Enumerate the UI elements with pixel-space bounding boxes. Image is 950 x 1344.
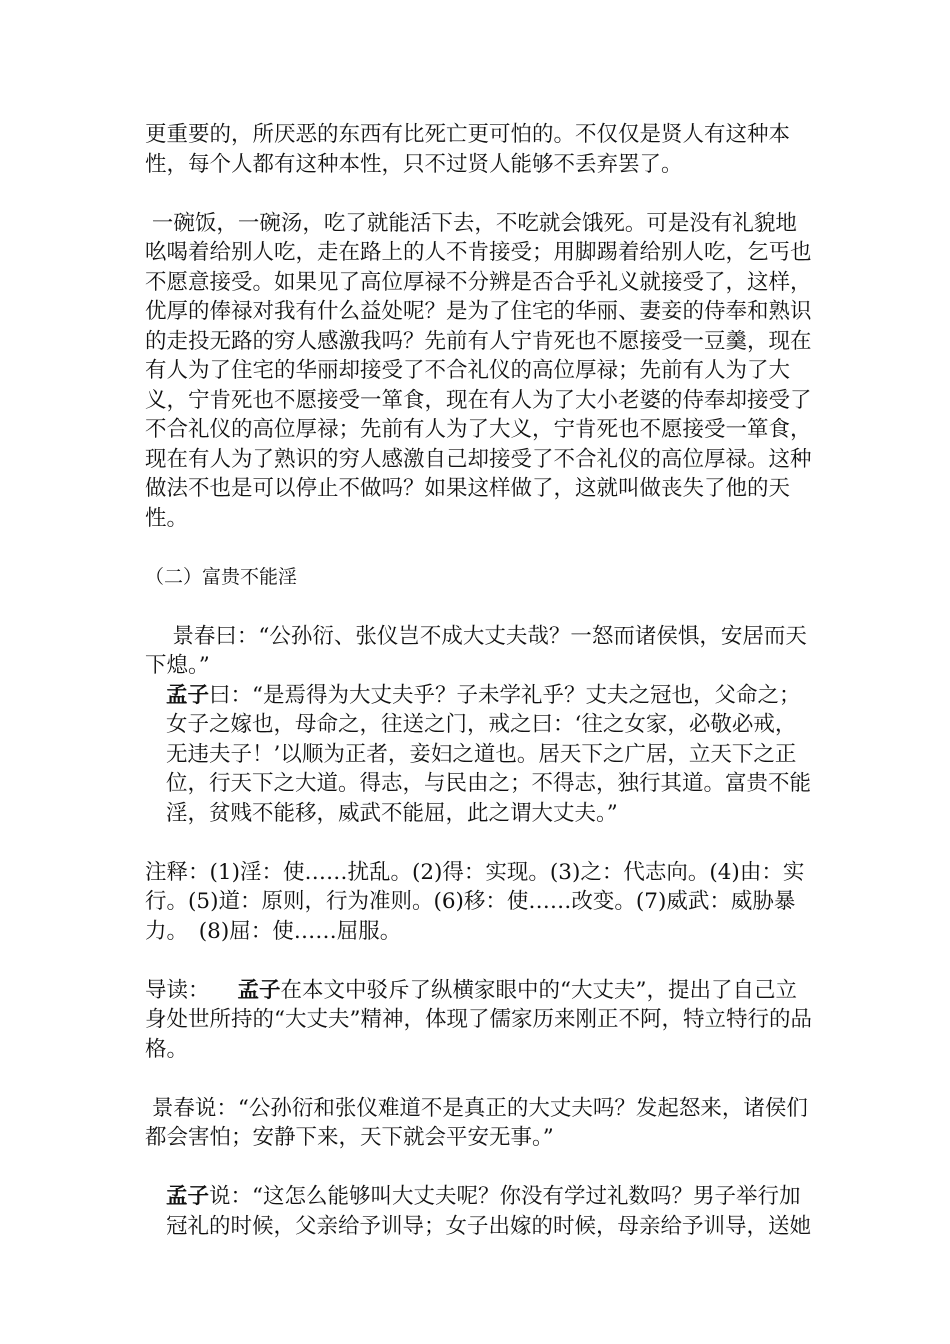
speaker-name: 孟子 (166, 682, 210, 708)
paragraph-2: 一碗饭，一碗汤，吃了就能活下去，不吃就会饿死。可是没有礼貌地吆喝着给别人吃，走在路上的人不肯接受；用脚踢着给别人吃，乞丐也不愿意接受。如果见了高位厚禄不分辨是否合乎礼义就接受了，这样，优厚的俸禄对我有什么益处呢？是为了住宅的华丽、妻妾的侍奉和熟识的走投无路的穷人感激我吗？先前有人宁肯死也不愿接受一豆羹，现在有人为了住宅的华丽却接受了不合礼仪的高位厚禄；先前有人为了大义，宁肯死也不愿接受一箪食，现在有人为了大小老婆的侍奉却接受了不合礼仪的高位厚禄；先前有人为了大义，宁肯死也不愿接受一箪食，现在有人为了熟识的穷人感激自己却接受了不合礼仪的高位厚禄。这种做法不也是可以停止不做吗？如果这样做了，这就叫做丧失了他的天性。 (145, 210, 812, 531)
guide-label: 导读： (145, 977, 210, 1003)
speaker-name-2: 孟子 (166, 1184, 210, 1209)
guide-speaker-name: 孟子 (237, 977, 281, 1003)
section-heading: （二）富贵不能淫 (145, 565, 298, 588)
paragraph-1: 更重要的，所厌恶的东西有比死亡更可怕的。不仅仅是贤人有这种本性，每个人都有这种本性，只不过贤人能够不丢弃罢了。 (145, 122, 791, 177)
guide-paragraph (145, 976, 815, 1065)
paragraph-3: 景春曰：“公孙衍、张仪岂不成大丈夫哉？一怒而诸侯惧，安居而天下熄。” (145, 623, 807, 678)
paragraph-6-text: 说：“这怎么能够叫大丈夫呢？你没有学过礼数吗？男子举行加冠礼的时候，父亲给予训导；女子出嫁的时候，母亲给予训导，送她 (166, 1184, 812, 1239)
paragraph-4-text: 曰：“是焉得为大丈夫乎？子未学礼乎？丈夫之冠也，父命之；女子之嫁也，母命之，往送之门，戒之曰：‘往之女家，必敬必戒，无违夫子！’以顺为正者，妾妇之道也。居天下之广居，立天下之正位，行天下之大道。得志，与民由之；不得志，独行其道。富贵不能淫，贫贱不能移，威武不能屈，此之谓大丈夫。” (166, 682, 812, 826)
spacer (145, 828, 815, 858)
guide-text: 在本文中驳斥了纵横家眼中的“大丈夫”，提出了自己立身处世所持的“大丈夫”精神，体现了儒家历来刚正不阿，特立特行的品格。 (145, 977, 812, 1062)
spacer (145, 946, 815, 976)
paragraph-5: 景春说：“公孙衍和张仪难道不是真正的大丈夫吗？发起怒来，诸侯们都会害怕；安静下来，天下就会平安无事。” (145, 1095, 808, 1150)
spacer (145, 533, 815, 563)
spacer (145, 179, 815, 209)
spacer (145, 1064, 815, 1094)
paragraph-6 (145, 1182, 815, 1241)
paragraph-4 (145, 681, 815, 829)
notes-paragraph: 注释：(1)淫：使……扰乱。(2)得：实现。(3)之：代志向。(4)由：实行。(5)道：原则，行为准则。(6)移：使……改变。(7)威武：威胁暴力。 (8)屈：使……屈服。 (145, 859, 805, 944)
document-page (145, 120, 815, 1241)
spacer (145, 1153, 815, 1183)
spacer (145, 592, 815, 622)
